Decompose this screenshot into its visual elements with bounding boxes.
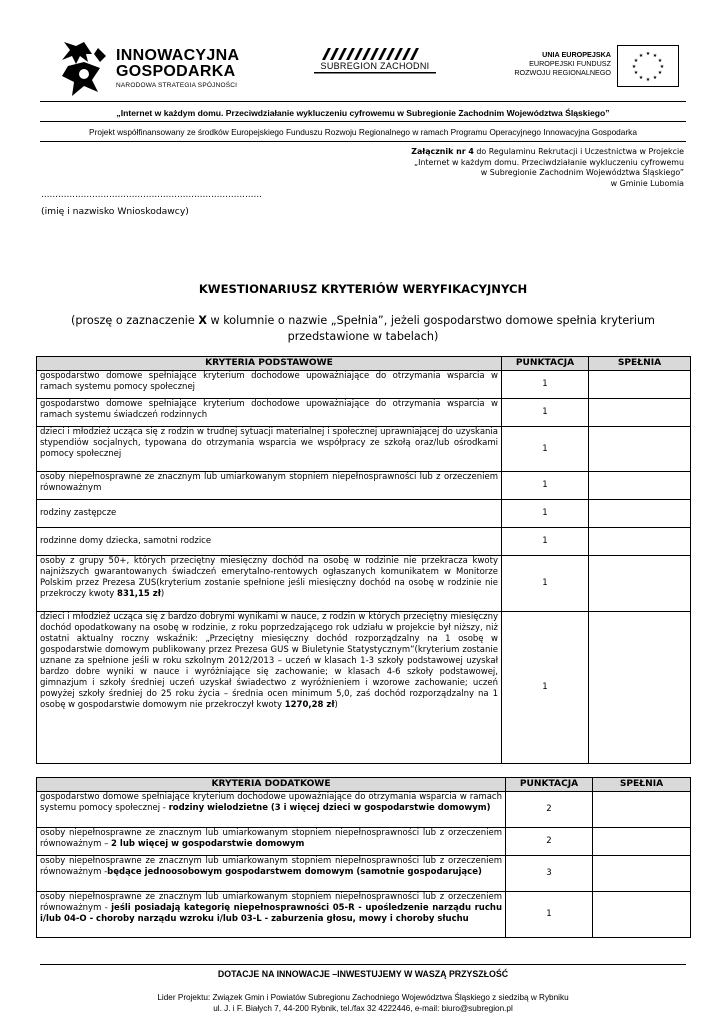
basic-criteria-table [36,356,691,764]
eu-flag-icon [617,45,679,87]
criterion-points: 1 [502,528,589,556]
header-divider-middle [40,121,686,122]
table-row [37,399,691,427]
footer-project-leader: Lider Projektu: Związek Gmin i Powiatów Subregionu Zachodniego Województwa Śląskiego z siedzibą w Rybniku [157,993,569,1002]
meets-checkbox-cell[interactable] [589,500,691,528]
criterion-points: 1 [502,399,589,427]
svg-text:★: ★ [645,51,651,57]
criterion-text-tail: ) [334,700,338,710]
cofinancing-note: Projekt współfinansowany ze środków Europejskiego Funduszu Rozwoju Regionalnego w ramach Programu Operacyjnego Innowacyjna Gospodarka [89,127,637,137]
applicant-name-field[interactable]: …………………………………………………………………… [41,190,262,200]
eu-logo-line2: EUROPEJSKI FUNDUSZ [529,59,611,68]
eu-logo-line1: UNIA EUROPEJSKA [542,50,611,59]
table-row [37,500,691,528]
criterion-points: 3 [506,856,593,892]
meets-checkbox-cell[interactable] [589,472,691,500]
annex-line3: w Subregionie Zachodnim Województwa Śląskiego” [480,168,684,177]
ig-emblem-icon [58,40,110,100]
header-meets: SPEŁNIA [593,778,691,792]
table-row [37,371,691,399]
ig-logo-tagline: NARODOWA STRATEGIA SPÓJNOŚCI [116,82,238,89]
innowacyjna-gospodarka-logo [58,40,248,100]
instruction-part2: w kolumnie o nazwie „Spełnia”, jeżeli gospodarstwo domowe spełnia kryterium przedstawione w tabelach) [206,314,655,343]
footer-slogan: DOTACJE NA INNOWACJE –INWESTUJEMY W WASZĄ PRZYSZŁOŚĆ [217,969,509,979]
criterion-text [37,612,502,764]
criterion-points: 2 [506,828,593,856]
meets-checkbox-cell[interactable] [589,427,691,472]
criterion-points: 1 [502,612,589,764]
criterion-points: 1 [506,892,593,938]
criterion-text-bold: 2 lub więcej w gospodarstwie domowym [111,839,305,849]
meets-checkbox-cell[interactable] [589,399,691,427]
criterion-text-main: osoby niepełnosprawne ze znacznym lub umiarkowanym stopniem niepełnosprawności lub z orzeczeniem równoważnym – [40,828,502,849]
criterion-text [37,828,506,856]
table-row [37,556,691,612]
header-divider-bottom [40,141,686,142]
annex-line4: w Gminie Lubomia [610,178,684,188]
header-meets: SPEŁNIA [589,357,691,371]
criterion-points: 1 [502,472,589,500]
header-divider-top [40,101,686,102]
meets-checkbox-cell[interactable] [589,371,691,399]
criterion-text-bold: będące jednoosobowym gospodarstwem domowym (samotnie gospodarujące) [107,867,482,877]
header-points: PUNKTACJA [502,357,589,371]
table-row [37,612,691,764]
criterion-text [37,792,506,828]
eu-logo-line3: ROZWOJU REGIONALNEGO [514,68,611,77]
criterion-text-main: osoby z grupy 50+, których przeciętny miesięczny dochód na osobę w rodzinie nie przekracza kwoty najniższych gwarantowanych świadczeń emerytalno-rentowych ogłaszanych komunikatem w Monitorze Polskim przez Prezesa ZUS(kryterium zostanie spełnione jeśli miesięczny dochód na osobę w rodzinie nie przekroczy kwoty [40,556,498,599]
criterion-text-main: osoby niepełnosprawne ze znacznym lub umiarkowanym stopniem niepełnosprawności lub z orzeczeniem równoważnym - [40,892,502,913]
header-criteria: KRYTERIA PODSTAWOWE [37,357,502,371]
criterion-text-main: dzieci i młodzież ucząca się z bardzo dobrymi wynikami w nauce, z rodzin w których przeciętny miesięczny dochód opodatkowany na osobę w rodzinie, z roku poprzedzającego rok udziału w projekcie był niższy, niż ostatni aktualny roczny wskaźnik: „Przeciętny miesięczny dochód rozporządzalny na 1 osobę w gospodarstwie domowym publikowany przez Prezesa GUS w Biuletynie Statystycznym”(kryterium zostanie uznane za spełnione jeśli w roku szkolnym 2012/2013 – uczeń w klasach 1-3 szkoły podstawowej uzyskał bardzo dobre wyniki w nauce i wyróżniające się zachowanie; w klasach 4-6 szkoły podstawowej, gimnazjum i szkoły średniej uczeń uzyskał świadectwo z wyróżnieniem i wzorowe zachowanie; uczeń powyżej szkoły średniej do 25 roku życia – średnia ocen minimum 5,0, zaś dochód rozporządzalny na 1 osobę w gospodarstwie domowym nie przekroczył kwoty [40,612,498,710]
instruction-part1: (proszę o zaznaczenie [71,314,199,327]
criterion-text-main: osoby niepełnosprawne ze znacznym lub umiarkowanym stopniem niepełnosprawności lub z orzeczeniem równoważnym - [40,856,502,877]
svg-text:★: ★ [633,58,639,64]
table-row [37,427,691,472]
table-header-row [37,778,691,792]
criterion-text: osoby niepełnosprawne ze znacznym lub umiarkowanym stopniem niepełnosprawności lub z orzeczeniem równoważnym [37,472,502,500]
criterion-text [37,892,506,938]
criterion-amount: 1270,28 zł [284,700,335,710]
svg-text:★: ★ [657,58,663,64]
header-points: PUNKTACJA [506,778,593,792]
annex-number: Załącznik nr 4 [411,147,474,156]
svg-text:★: ★ [657,70,663,76]
meets-checkbox-cell[interactable] [593,792,691,828]
header-criteria: KRYTERIA DODATKOWE [37,778,506,792]
ig-logo-text [116,48,239,80]
meets-checkbox-cell[interactable] [593,892,691,938]
criterion-text: rodzinne domy dziecka, samotni rodzice [37,528,502,556]
criterion-text-bold: rodziny wielodzietne (3 i więcej dzieci w gospodarstwie domowym) [168,803,491,813]
meets-checkbox-cell[interactable] [589,556,691,612]
meets-checkbox-cell[interactable] [593,828,691,856]
annex-line1: do Regulaminu Rekrutacji i Uczestnictwa w Projekcie [473,147,684,156]
meets-checkbox-cell[interactable] [589,612,691,764]
table-row [37,472,691,500]
svg-text:★: ★ [652,53,658,59]
criterion-text-tail: ) [160,589,165,599]
instruction-text [40,313,686,345]
criterion-text: dzieci i młodzież ucząca się z rodzin w trudnej sytuacji materialnej i społecznej uprawniającej do uzyskania stypendiów socjalnych, typowana do otrzymania wsparcia we współpracy ze szkołą oraz/lub ośrodkami pomocy społecznej [37,427,502,472]
criterion-text-bold: jeśli posiadają kategorię niepełnosprawności 05-R - upośledzenie narządu ruchu i/lub 04-O - choroby narządu wzroku i/lub 03-L - zaburzenia głosu, mowy i choroby słuchu [40,903,502,924]
applicant-name-label: (imię i nazwisko Wnioskodawcy) [41,206,189,217]
table-row [37,892,691,938]
svg-text:★: ★ [633,70,639,76]
eu-logo-text [496,50,611,77]
additional-criteria-table [36,777,691,938]
criterion-points: 2 [506,792,593,828]
svg-text:★: ★ [638,53,644,59]
meets-checkbox-cell[interactable] [589,528,691,556]
svg-text:★: ★ [631,64,637,70]
svg-text:★: ★ [638,75,644,81]
criterion-points: 1 [502,500,589,528]
subregion-zachodni-logo [314,48,436,78]
criterion-text [37,556,502,612]
table-row [37,528,691,556]
ig-logo-line2: GOSPODARKA [116,63,236,80]
subregion-logo-text: SUBREGION ZACHODNI [320,61,430,71]
project-title: „Internet w każdym domu. Przeciwdziałanie wykluczeniu cyfrowemu w Subregionie Zachodnim Województwa Śląskiego” [116,108,610,118]
criterion-points: 1 [502,371,589,399]
criterion-text-main: gospodarstwo domowe spełniające kryterium dochodowe upoważniające do otrzymania wsparcia w ramach systemu pomocy społecznej - [40,792,502,813]
criterion-text: gospodarstwo domowe spełniające kryterium dochodowe upoważniające do otrzymania wsparcia w ramach systemu pomocy społecznej [37,371,502,399]
table-header-row [37,357,691,371]
table-row [37,856,691,892]
svg-text:★: ★ [659,64,665,70]
ig-logo-line1: INNOWACYJNA [116,47,240,64]
criterion-text [37,856,506,892]
document-title: KWESTIONARIUSZ KRYTERIÓW WERYFIKACYJNYCH [198,282,528,296]
svg-text:★: ★ [645,77,651,83]
annex-line2: „Internet w każdym domu. Przeciwdziałanie wykluczeniu cyfrowemu [414,157,684,167]
criterion-points: 1 [502,427,589,472]
instruction-mark: X [198,314,207,327]
criterion-text: gospodarstwo domowe spełniające kryterium dochodowe upoważniające do otrzymania wsparcia w ramach systemu świadczeń rodzinnych [37,399,502,427]
criterion-amount: 831,15 zł [117,589,161,599]
table-row [37,792,691,828]
criterion-points: 1 [502,556,589,612]
meets-checkbox-cell[interactable] [593,856,691,892]
table-row [37,828,691,856]
footer-contact-info: ul. J. i F. Białych 7, 44-200 Rybnik, tel./fax 32 4222446, e-mail: biuro@subregion.pl [213,1004,513,1013]
footer-divider [40,964,686,965]
annex-reference [411,147,684,189]
criterion-text: rodziny zastępcze [37,500,502,528]
svg-text:★: ★ [652,75,658,81]
